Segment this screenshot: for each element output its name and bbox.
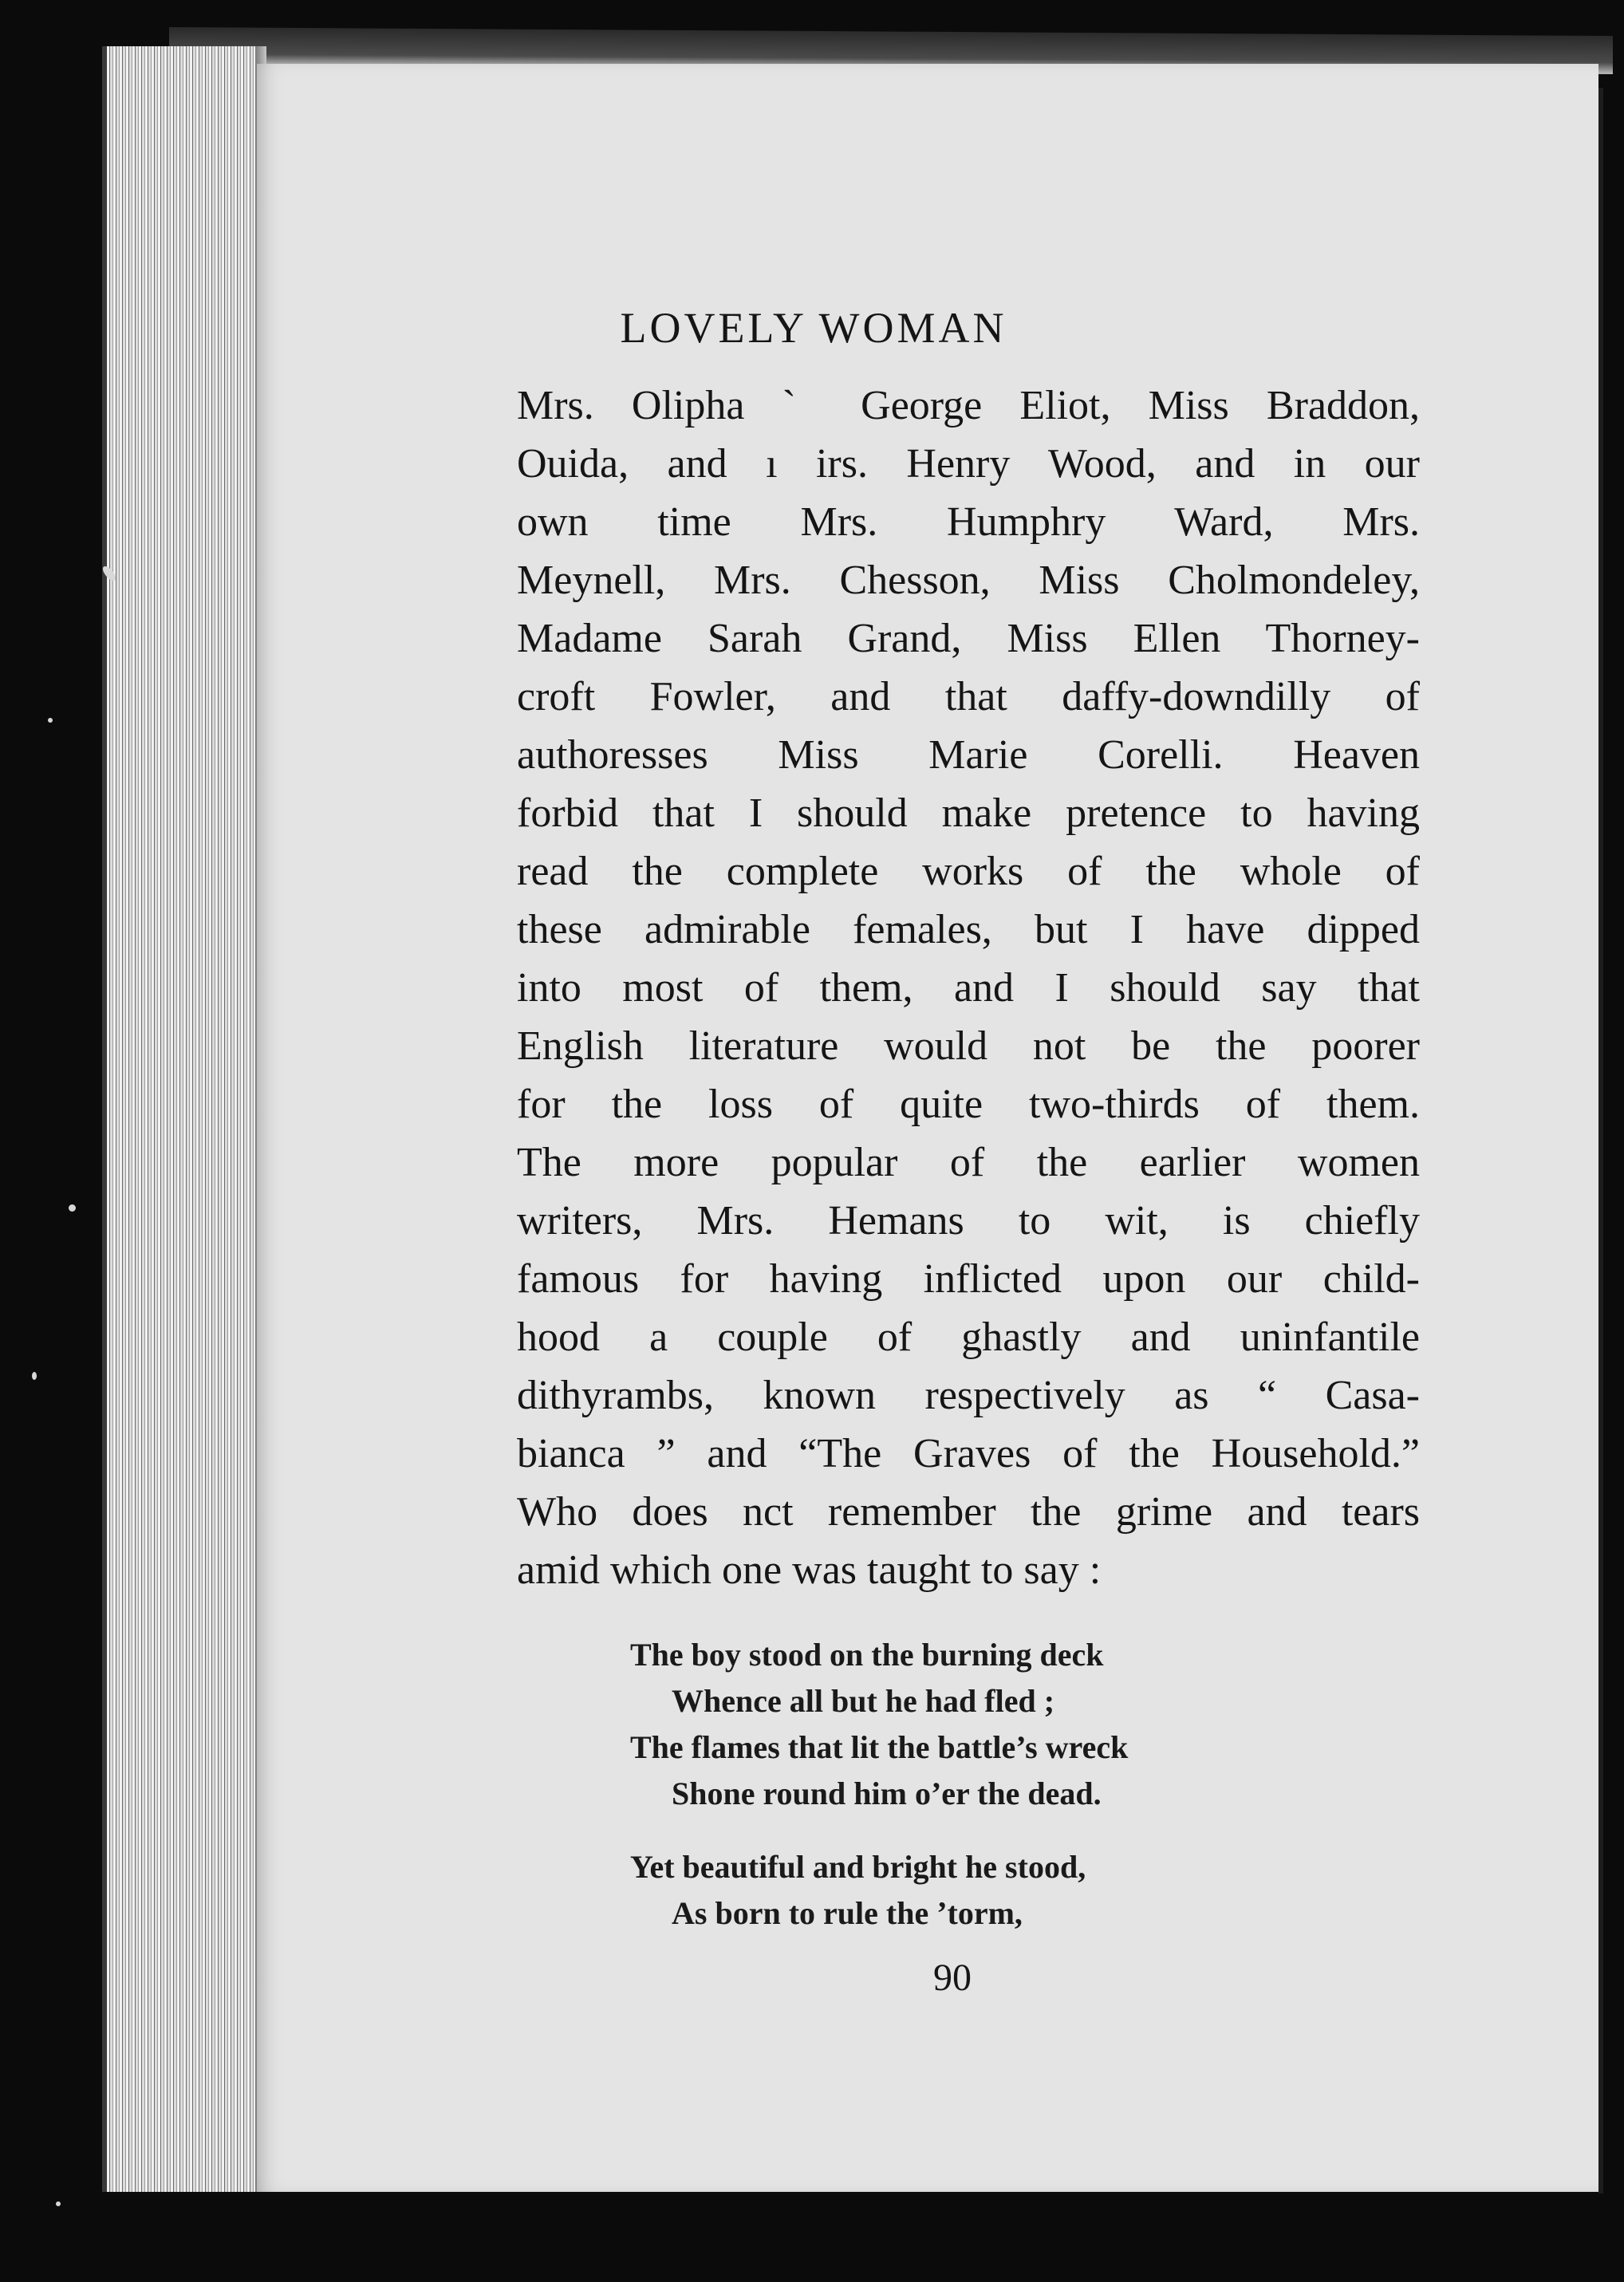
- body-text: [517, 376, 1420, 1599]
- text-line: forbid that I should make pretence to having: [517, 790, 1420, 836]
- dust-speck: [32, 1372, 37, 1380]
- text-line: Ouida, and ı irs. Henry Wood, and in our: [517, 441, 1420, 487]
- verse-line: Shone round him o’er the dead.: [672, 1776, 1102, 1811]
- verse-line: Whence all but he had fled ;: [672, 1683, 1055, 1719]
- text-line: writers, Mrs. Hemans to wit, is chiefly: [517, 1198, 1420, 1243]
- dust-speck: [48, 718, 53, 723]
- text-line: Madame Sarah Grand, Miss Ellen Thorney-: [517, 616, 1420, 661]
- verse-line: The boy stood on the burning deck: [630, 1637, 1104, 1673]
- text-line: authoresses Miss Marie Corelli. Heaven: [517, 732, 1420, 778]
- text-line: Mrs. Olipha ˋ George Eliot, Miss Braddon,: [517, 383, 1420, 428]
- text-line: bianca ” and “The Graves of the Household.”: [517, 1431, 1420, 1476]
- text-line: croft Fowler, and that daffy-downdilly of: [517, 674, 1420, 719]
- text-line: Meynell, Mrs. Chesson, Miss Cholmondeley,: [517, 558, 1420, 603]
- text-line: Who does nct remember the grime and tears: [517, 1489, 1420, 1535]
- stanza-break: [630, 1817, 1348, 1844]
- text-line: hood a couple of ghastly and uninfantile: [517, 1314, 1420, 1360]
- dust-speck: [69, 1204, 76, 1212]
- page-right-border: [1598, 88, 1603, 2193]
- text-line: The more popular of the earlier women: [517, 1140, 1420, 1185]
- text-line: amid which one was taught to say :: [517, 1547, 1102, 1593]
- verse-line: The flames that lit the battle’s wreck: [630, 1729, 1129, 1765]
- text-line: English literature would not be the poorer: [517, 1023, 1420, 1069]
- verse-line: As born to rule the ʼtorm,: [672, 1895, 1023, 1931]
- text-line: own time Mrs. Humphry Ward, Mrs.: [517, 499, 1420, 545]
- verse-line: Yet beautiful and bright he stood,: [630, 1849, 1086, 1885]
- text-line: these admirable females, but I have dipped: [517, 907, 1420, 952]
- text-line: read the complete works of the whole of: [517, 849, 1420, 894]
- text-line: famous for having inflicted upon our child-: [517, 1256, 1420, 1302]
- page-number: 90: [933, 1957, 972, 1999]
- dust-speck: [56, 2201, 61, 2206]
- running-head: LOVELY WOMAN: [620, 304, 1007, 352]
- text-line: into most of them, and I should say that: [517, 965, 1420, 1011]
- page-edges: [102, 46, 266, 2192]
- text-line: for the loss of quite two-thirds of them.: [517, 1082, 1420, 1127]
- quoted-verse: [630, 1632, 1348, 1937]
- text-line: dithyrambs, known respectively as “ Casa-: [517, 1373, 1420, 1418]
